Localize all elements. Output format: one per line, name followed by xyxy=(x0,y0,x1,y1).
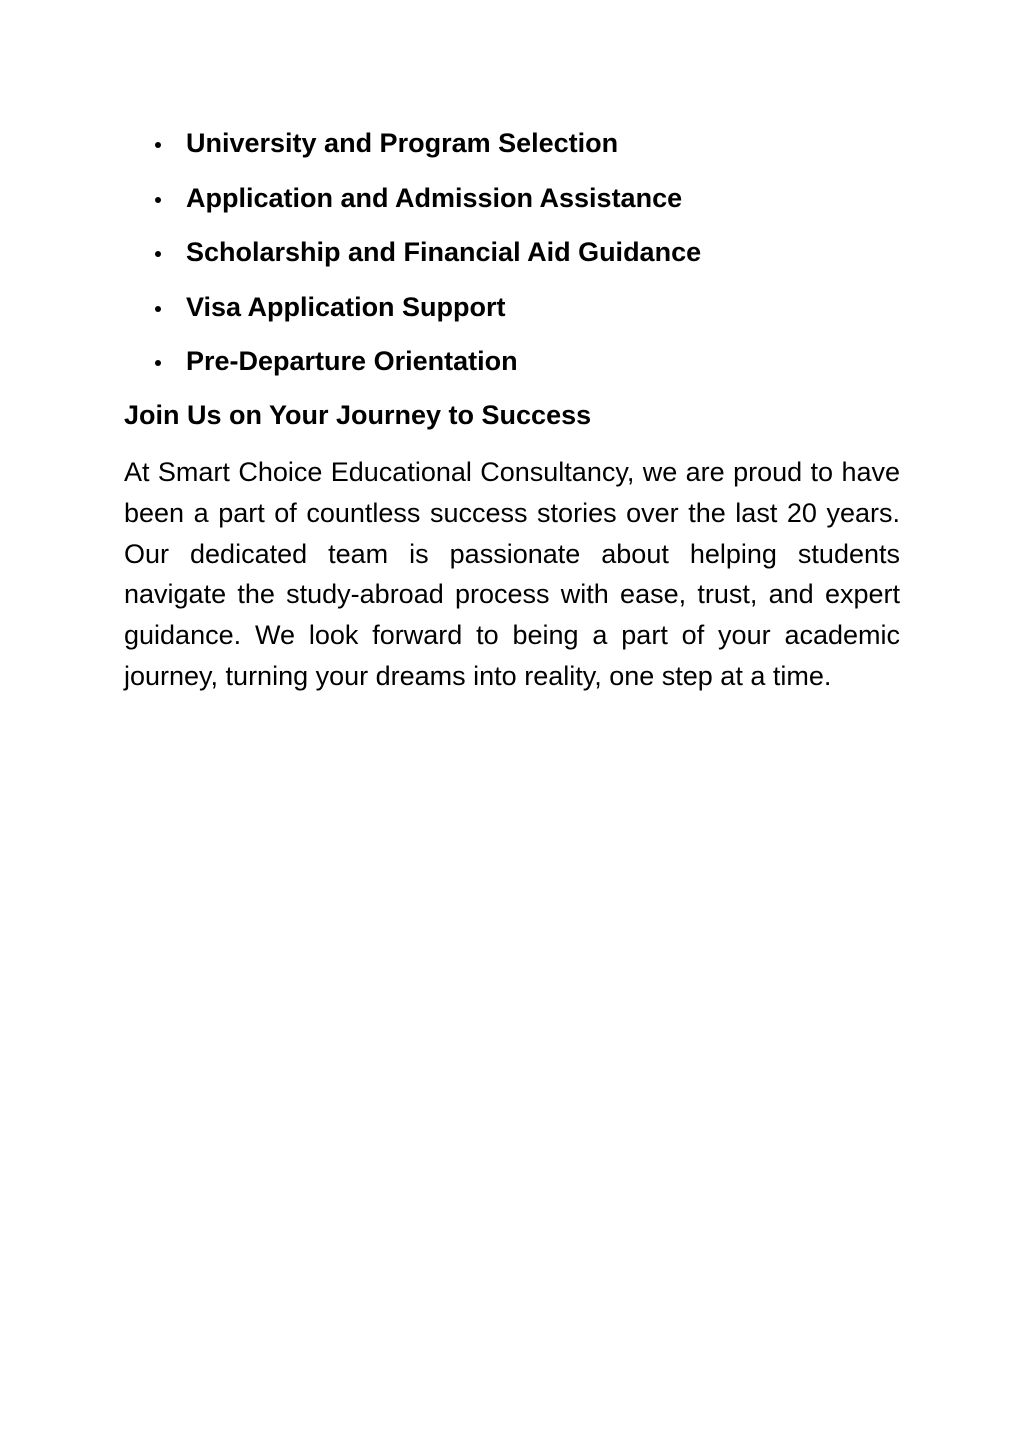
bullet-icon xyxy=(155,360,161,366)
list-item xyxy=(124,231,900,286)
bullet-icon xyxy=(155,251,161,257)
list-item xyxy=(124,177,900,232)
list-item xyxy=(124,122,900,177)
service-label: Pre-Departure Orientation xyxy=(186,346,518,376)
bullet-icon xyxy=(155,142,161,148)
section-heading: Join Us on Your Journey to Success xyxy=(124,400,592,430)
services-list xyxy=(124,122,900,395)
bullet-icon xyxy=(155,197,161,203)
service-label: University and Program Selection xyxy=(186,128,619,158)
list-item xyxy=(124,340,900,395)
service-label: Application and Admission Assistance xyxy=(186,182,683,213)
bullet-icon xyxy=(155,306,161,312)
list-item xyxy=(124,286,900,341)
body-paragraph: At Smart Choice Educational Consultancy, we are proud to have been a part of countless success stories over the last 20 years. Our dedicated team is passionate about helping students navigate the study-abroad process with ease, trust, and expert guidance. We look forward to being a part of your academic journey, turning your dreams into reality, one step at a time. xyxy=(124,457,900,691)
service-label: Scholarship and Financial Aid Guidance xyxy=(186,237,702,267)
service-label: Visa Application Support xyxy=(186,291,506,322)
